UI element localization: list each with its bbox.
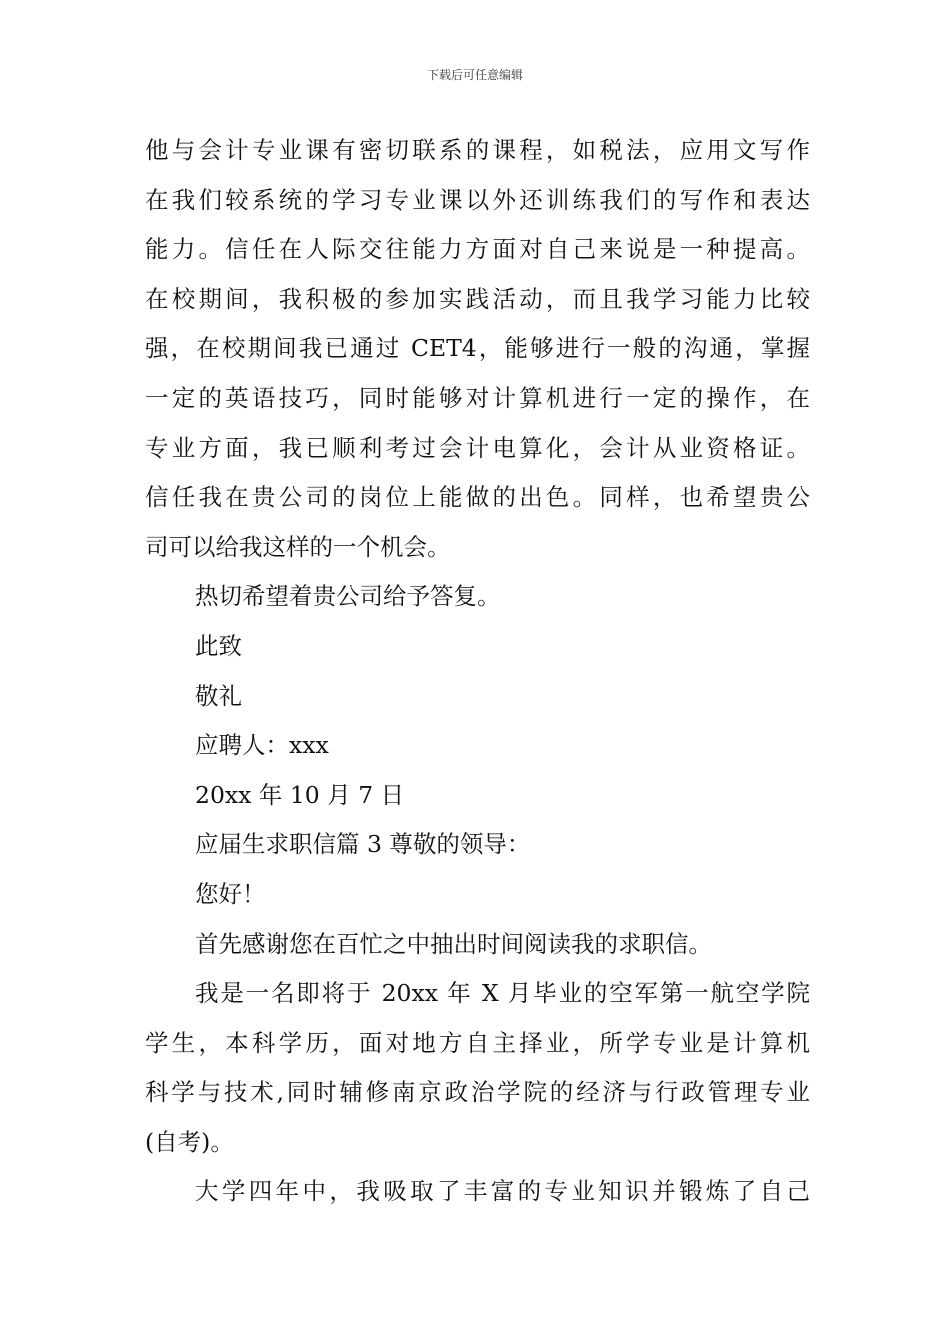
text-line: 学生，本科学历，面对地方自主择业，所学专业是计算机 <box>145 1028 810 1057</box>
closing-line: 此致 <box>195 631 242 660</box>
page-header: 下载后可任意编辑 <box>426 68 523 82</box>
applicant-signature: 应聘人：xxx <box>195 731 329 760</box>
text-line: 热切希望着贵公司给予答复。 <box>195 582 501 611</box>
text-line: 一定的英语技巧，同时能够对计算机进行一定的操作，在 <box>145 383 810 412</box>
letter-date: 20xx 年 10 月 7 日 <box>195 780 405 809</box>
text-line: 司可以给我这样的一个机会。 <box>145 532 451 561</box>
salutation-line: 敬礼 <box>195 681 242 710</box>
text-line: 强，在校期间我已通过 CET4，能够进行一般的沟通，掌握 <box>145 334 810 363</box>
text-line: 他与会计专业课有密切联系的课程，如税法，应用文写作 <box>145 136 810 164</box>
text-line: 信任我在贵公司的岗位上能做的出色。同样，也希望贵公 <box>145 483 810 512</box>
text-line: 我是一名即将于 20xx 年 X 月毕业的空军第一航空学院 <box>195 979 810 1008</box>
text-line: 在我们较系统的学习专业课以外还训练我们的写作和表达 <box>145 185 810 214</box>
text-line: (自考)。 <box>145 1127 234 1156</box>
greeting-line: 您好！ <box>195 879 266 908</box>
text-line: 在校期间，我积极的参加实践活动，而且我学习能力比较 <box>145 284 810 313</box>
text-line: 大学四年中，我吸取了丰富的专业知识并锻炼了自己 <box>195 1177 810 1206</box>
text-line: 能力。信任在人际交往能力方面对自己来说是一种提高。 <box>145 235 810 264</box>
document-body <box>145 126 810 1217</box>
text-line: 专业方面，我已顺利考过会计电算化，会计从业资格证。 <box>145 433 810 462</box>
text-line: 科学与技术,同时辅修南京政治学院的经济与行政管理专业 <box>145 1078 810 1107</box>
text-line: 首先感谢您在百忙之中抽出时间阅读我的求职信。 <box>195 929 712 958</box>
section-heading: 应届生求职信篇 3 尊敬的领导： <box>195 830 531 859</box>
